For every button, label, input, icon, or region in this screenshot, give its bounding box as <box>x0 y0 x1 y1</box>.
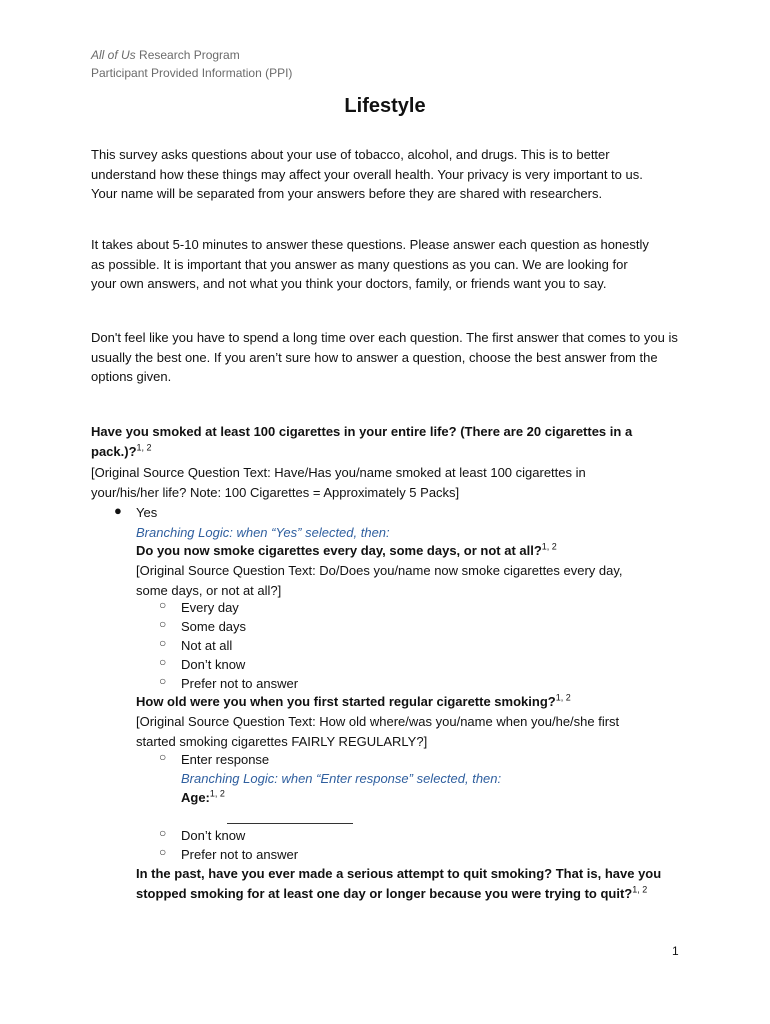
q2-option: Don’t know <box>181 657 246 672</box>
q2-source-line1: [Original Source Question Text: Do/Does you/name now smoke cigarettes every day, <box>136 563 623 578</box>
q3-option: Don’t know <box>181 828 246 843</box>
q1-source-line2: your/his/her life? Note: 100 Cigarettes = Approximately 5 Packs] <box>91 484 460 500</box>
intro-paragraph-3: Don't feel like you have to spend a long time over each question. The first answer that comes to you is usually the best one. If you aren’t sure how to answer a question, choose the best answer from the options given. <box>91 330 678 384</box>
q1-footnote: 1, 2 <box>136 442 152 453</box>
intro-paragraph-2: It takes about 5-10 minutes to answer these questions. Please answer each question as honestly as possible. It is important that you answer as many questions as you can. We are looking for your own answers, and not what you think your doctors, family, or friends want you to say. <box>91 237 649 291</box>
document-header <box>91 46 292 82</box>
circle-bullet-icon: ○ <box>159 750 167 764</box>
q2-source-text <box>136 561 676 600</box>
q3-text-main: How old were you when you first started regular cigarette smoking? <box>136 694 556 709</box>
q3-branching-logic: Branching Logic: when “Enter response” selected, then: <box>181 771 502 786</box>
circle-bullet-icon: ○ <box>159 674 167 688</box>
q4-footnote: 1, 2 <box>632 884 648 895</box>
circle-bullet-icon: ○ <box>159 636 167 650</box>
q1-text-line1: Have you smoked at least 100 cigarettes in your entire life? (There are 20 cigarettes in a <box>91 424 633 439</box>
q3-source-line1: [Original Source Question Text: How old where/was you/name when you/he/she first <box>136 714 620 729</box>
q1-text-line2: pack.)? <box>91 443 137 459</box>
q4-text <box>136 864 696 903</box>
circle-bullet-icon: ○ <box>159 845 167 859</box>
q3-footnote: 1, 2 <box>555 692 571 703</box>
circle-bullet-icon: ○ <box>159 655 167 669</box>
bullet-icon: ● <box>114 503 122 518</box>
q3-source-line2: started smoking cigarettes FAIRLY REGULARLY?] <box>136 733 428 749</box>
circle-bullet-icon: ○ <box>159 826 167 840</box>
age-label-text: Age: <box>181 790 210 805</box>
page-number: 1 <box>672 944 679 958</box>
q1-source-line1: [Original Source Question Text: Have/Has you/name smoked at least 100 cigarettes in <box>91 465 586 480</box>
program-name-rest: Research Program <box>135 48 240 62</box>
q2-text <box>136 541 557 561</box>
q1-branching-logic: Branching Logic: when “Yes” selected, then: <box>136 525 390 540</box>
ppi-label: Participant Provided Information (PPI) <box>91 66 293 80</box>
q3-option: Prefer not to answer <box>181 847 299 862</box>
intro-paragraph-1: This survey asks questions about your use of tobacco, alcohol, and drugs. This is to better understand how these things may affect your overall health. Your privacy is very important to us. Your name will be separated from your answers before they are shared with researchers. <box>91 147 643 201</box>
circle-bullet-icon: ○ <box>159 598 167 612</box>
circle-bullet-icon: ○ <box>159 617 167 631</box>
page-title: Lifestyle <box>344 95 426 117</box>
q1-option-yes: Yes <box>136 505 158 520</box>
q4-text-line2: stopped smoking for at least one day or longer because you were trying to quit? <box>136 885 633 901</box>
q3-text <box>136 692 571 712</box>
q2-option: Every day <box>181 600 239 615</box>
q2-option: Prefer not to answer <box>181 676 299 691</box>
q1-source-text <box>91 463 691 502</box>
q1-text <box>91 422 691 461</box>
q3-source-text <box>136 712 676 751</box>
program-name <box>91 46 292 64</box>
program-name-italic: All of Us <box>91 48 136 62</box>
q3-option-enter-response: Enter response <box>181 752 270 767</box>
q2-option: Some days <box>181 619 247 634</box>
q2-option: Not at all <box>181 638 233 653</box>
age-response-line <box>227 823 353 824</box>
age-footnote: 1, 2 <box>209 788 225 799</box>
q2-source-line2: some days, or not at all?] <box>136 582 282 598</box>
q2-footnote: 1, 2 <box>541 541 557 552</box>
age-label <box>181 788 225 808</box>
q4-text-line1: In the past, have you ever made a serious attempt to quit smoking? That is, have you <box>136 866 662 881</box>
q2-text-main: Do you now smoke cigarettes every day, some days, or not at all? <box>136 543 542 558</box>
